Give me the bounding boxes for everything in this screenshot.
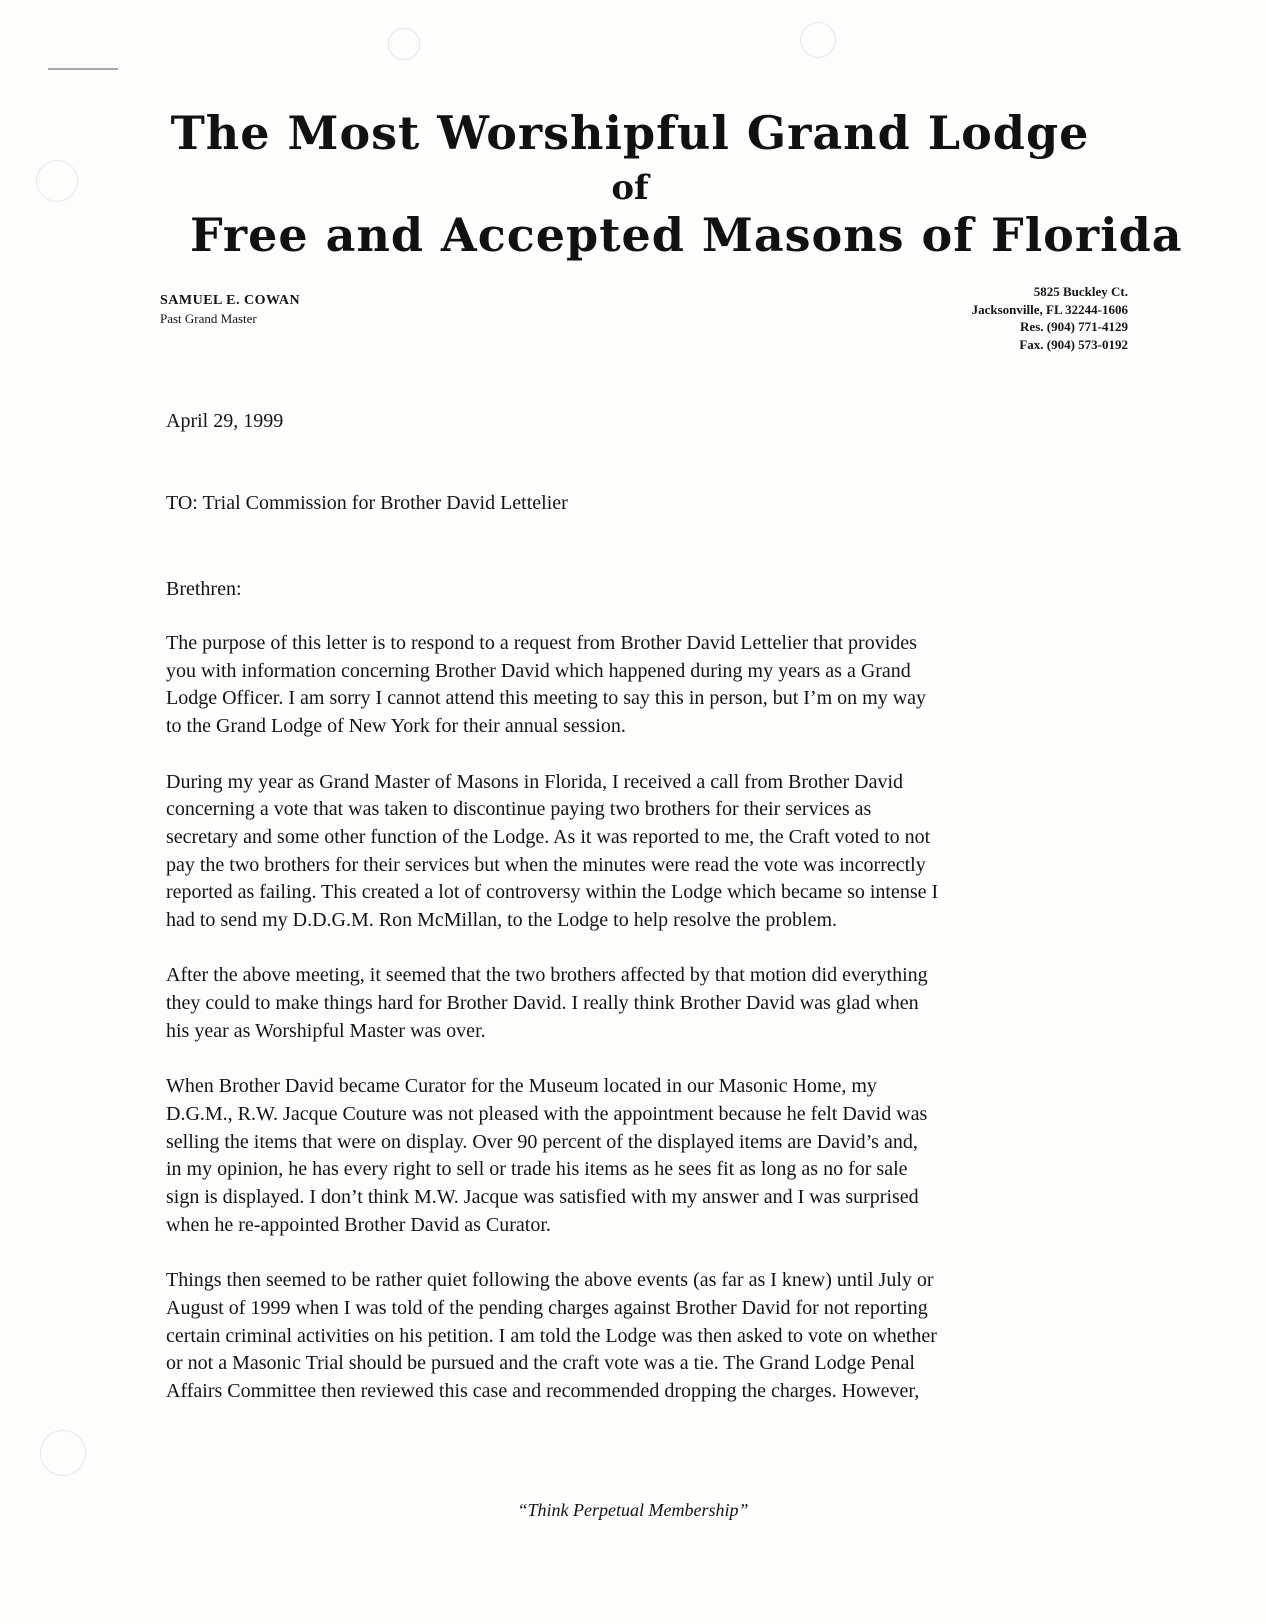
letter-body	[166, 630, 1106, 1433]
letter-date: April 29, 1999	[166, 410, 284, 432]
salutation: Brethren:	[166, 578, 242, 600]
address-street: 5825 Buckley Ct.	[1033, 284, 1128, 299]
letterhead-of: of	[611, 168, 649, 208]
scan-artifact-circle	[36, 160, 78, 202]
paragraph-5	[166, 1267, 1106, 1406]
text-line: Affairs Committee then reviewed this case and recommended dropping the charges. However,	[166, 1379, 920, 1402]
text-line: Things then seemed to be rather quiet following the above events (as far as I knew) until July or	[166, 1269, 934, 1292]
scan-artifact-mark	[48, 68, 118, 70]
text-line: August of 1999 when I was told of the pending charges against Brother David for not reporting	[166, 1296, 928, 1319]
footer-motto: “Think Perpetual Membership”	[517, 1500, 749, 1520]
paragraph-2	[166, 769, 1106, 935]
address-block	[972, 283, 1128, 353]
letterhead-subtitle: Free and Accepted Masons of Florida	[190, 208, 1183, 262]
text-line: concerning a vote that was taken to discontinue paying two brothers for their services as	[166, 798, 872, 821]
letterhead-title: The Most Worshipful Grand Lodge	[170, 106, 1090, 160]
text-line: When Brother David became Curator for the Museum located in our Masonic Home, my	[166, 1075, 877, 1098]
sender-name: SAMUEL E. COWAN	[160, 293, 301, 308]
text-line: pay the two brothers for their services but when the minutes were read the vote was incorrectly	[166, 853, 926, 876]
address-city: Jacksonville, FL 32244-1606	[971, 301, 1128, 317]
text-line: they could to make things hard for Brother David. I really think Brother David was glad when	[166, 992, 919, 1015]
text-line: reported as failing. This created a lot of controversy within the Lodge which became so intense I	[166, 881, 939, 904]
scan-artifact-circle	[388, 28, 420, 60]
paragraph-4	[166, 1073, 1106, 1239]
recipient-line: TO: Trial Commission for Brother David Lettelier	[166, 492, 568, 514]
scan-artifact-circle	[800, 22, 836, 58]
address-res-phone: Res. (904) 771-4129	[1020, 319, 1128, 334]
text-line: you with information concerning Brother David which happened during my years as a Grand	[166, 659, 911, 682]
sender-title: Past Grand Master	[160, 311, 257, 326]
text-line: when he re-appointed Brother David as Curator.	[166, 1213, 551, 1236]
text-line: certain criminal activities on his petition. I am told the Lodge was then asked to vote on whether	[166, 1324, 937, 1347]
address-fax: Fax. (904) 573-0192	[1019, 336, 1128, 352]
paragraph-1	[166, 630, 1106, 741]
text-line: his year as Worshipful Master was over.	[166, 1019, 486, 1042]
text-line: secretary and some other function of the Lodge. As it was reported to me, the Craft voted to not	[166, 825, 931, 848]
sender-block	[160, 292, 300, 328]
text-line: had to send my D.D.G.M. Ron McMillan, to the Lodge to help resolve the problem.	[166, 909, 838, 932]
text-line: D.G.M., R.W. Jacque Couture was not pleased with the appointment because he felt David was	[166, 1102, 928, 1125]
text-line: or not a Masonic Trial should be pursued and the craft vote was a tie. The Grand Lodge Penal	[166, 1352, 915, 1375]
text-line: Lodge Officer. I am sorry I cannot attend this meeting to say this in person, but I’m on my way	[166, 687, 927, 710]
text-line: After the above meeting, it seemed that the two brothers affected by that motion did everything	[166, 964, 928, 987]
text-line: selling the items that were on display. Over 90 percent of the displayed items are David’s and,	[166, 1130, 918, 1153]
text-line: to the Grand Lodge of New York for their annual session.	[166, 715, 626, 738]
text-line: sign is displayed. I don’t think M.W. Jacque was satisfied with my answer and I was surprised	[166, 1186, 919, 1209]
paragraph-3	[166, 962, 1106, 1045]
text-line: The purpose of this letter is to respond to a request from Brother David Lettelier that provides	[166, 632, 917, 654]
text-line: During my year as Grand Master of Masons in Florida, I received a call from Brother David	[166, 770, 904, 793]
scan-artifact-circle	[40, 1430, 86, 1476]
text-line: in my opinion, he has every right to sell or trade his items as he sees fit as long as no for sale	[166, 1158, 908, 1181]
